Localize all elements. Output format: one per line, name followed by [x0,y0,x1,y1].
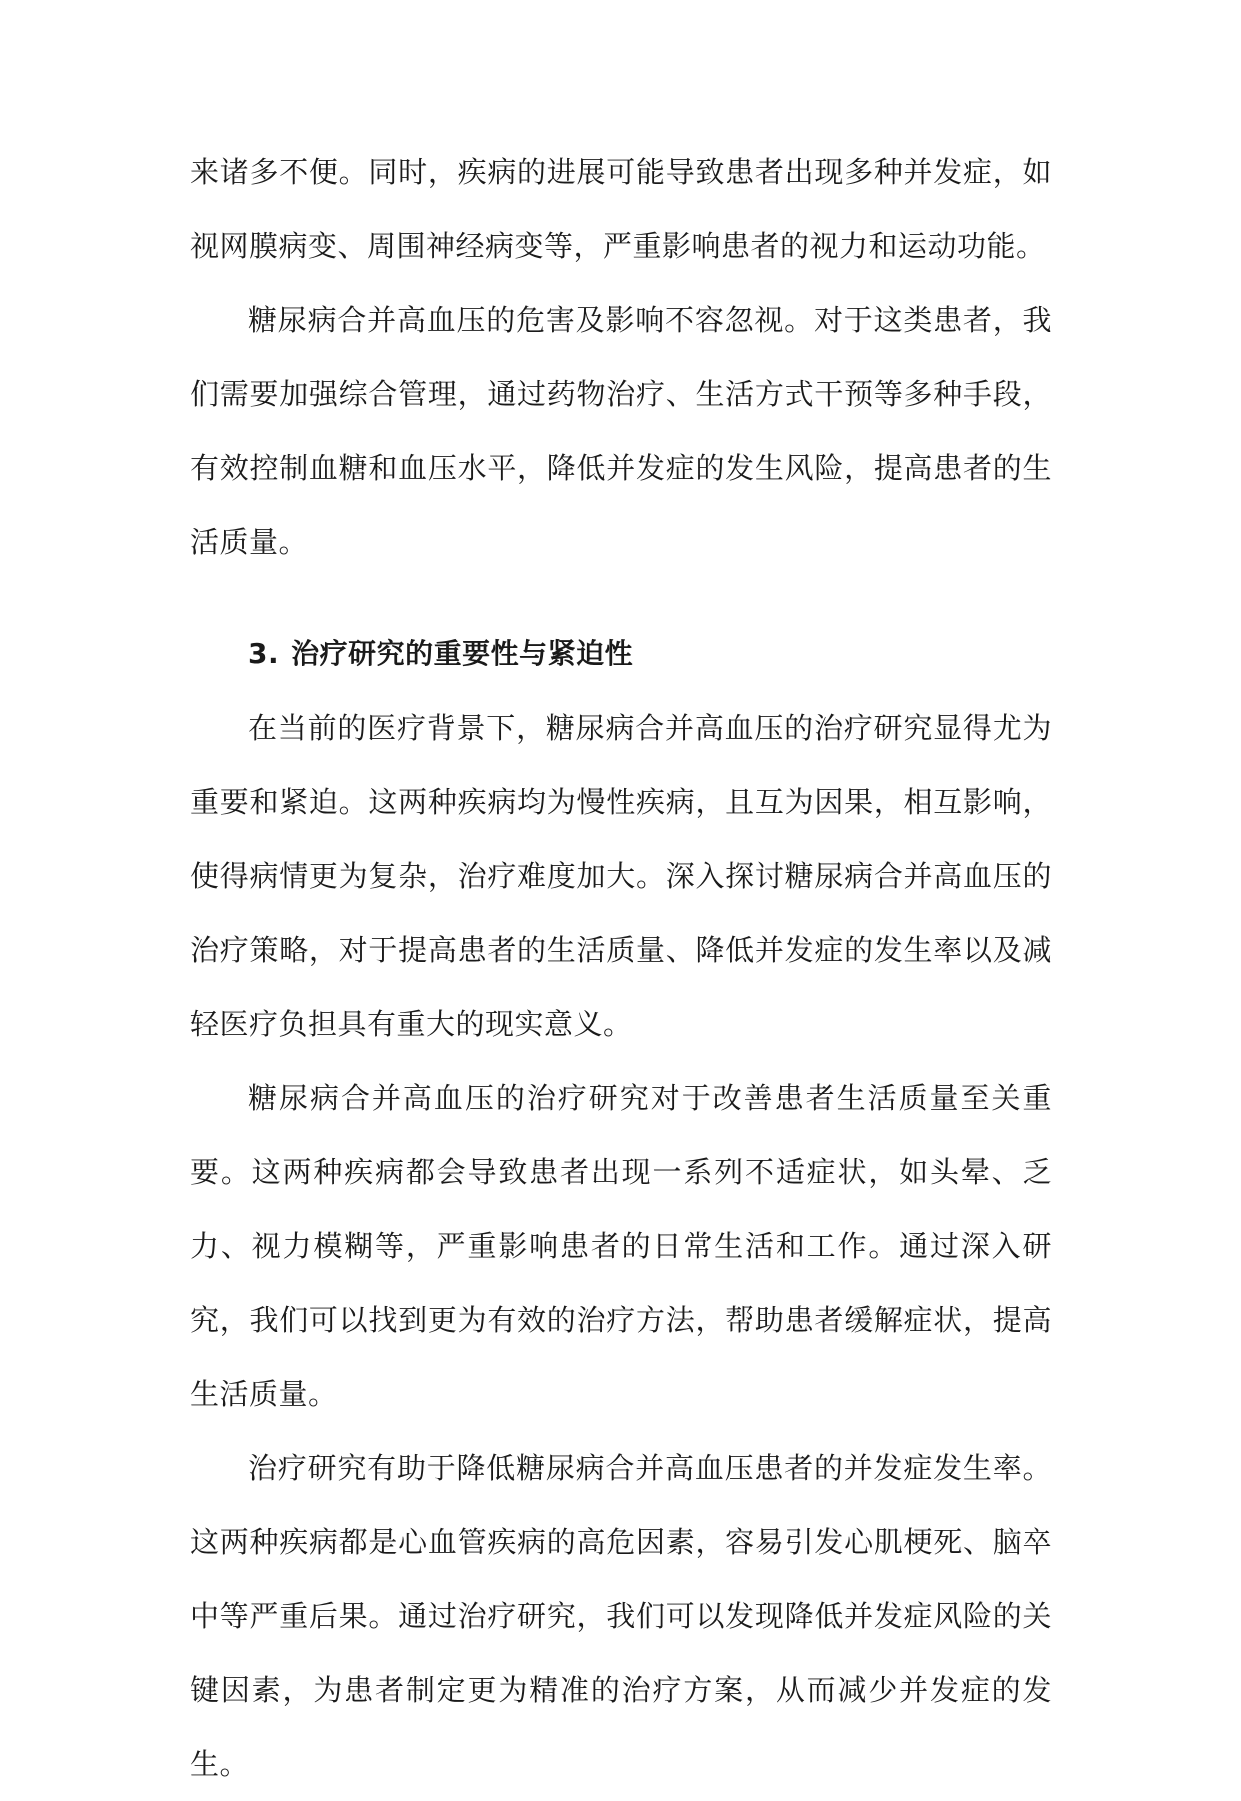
paragraph-harm-impact: 糖尿病合并高血压的危害及影响不容忽视。对于这类患者，我们需要加强综合管理，通过药物治疗、生活方式干预等多种手段，有效控制血糖和血压水平，降低并发症的发生风险，提高患者的生活质量。 [190,303,1052,559]
paragraph-background: 在当前的医疗背景下，糖尿病合并高血压的治疗研究显得尤为重要和紧迫。这两种疾病均为慢性疾病，且互为因果，相互影响，使得病情更为复杂，治疗难度加大。深入探讨糖尿病合并高血压的治疗策略，对于提高患者的生活质量、降低并发症的发生率以及减轻医疗负担具有重大的现实意义。 [190,711,1052,1041]
paragraph-complications: 治疗研究有助于降低糖尿病合并高血压患者的并发症发生率。这两种疾病都是心血管疾病的高危因素，容易引发心肌梗死、脑卒中等严重后果。通过治疗研究，我们可以发现降低并发症风险的关键因素，为患者制定更为精准的治疗方案，从而减少并发症的发生。 [190,1451,1052,1781]
section-title: 治疗研究的重要性与紧迫性 [291,637,634,670]
paragraph-continued: 来诸多不便。同时，疾病的进展可能导致患者出现多种并发症，如视网膜病变、周围神经病变等，严重影响患者的视力和运动功能。 [190,155,1052,263]
document-body [190,135,1052,1801]
section-heading [190,617,1052,691]
paragraph-quality-of-life: 糖尿病合并高血压的治疗研究对于改善患者生活质量至关重要。这两种疾病都会导致患者出现一系列不适症状，如头晕、乏力、视力模糊等，严重影响患者的日常生活和工作。通过深入研究，我们可以找到更为有效的治疗方法，帮助患者缓解症状，提高生活质量。 [190,1081,1052,1411]
section-number: 3. [248,637,280,670]
